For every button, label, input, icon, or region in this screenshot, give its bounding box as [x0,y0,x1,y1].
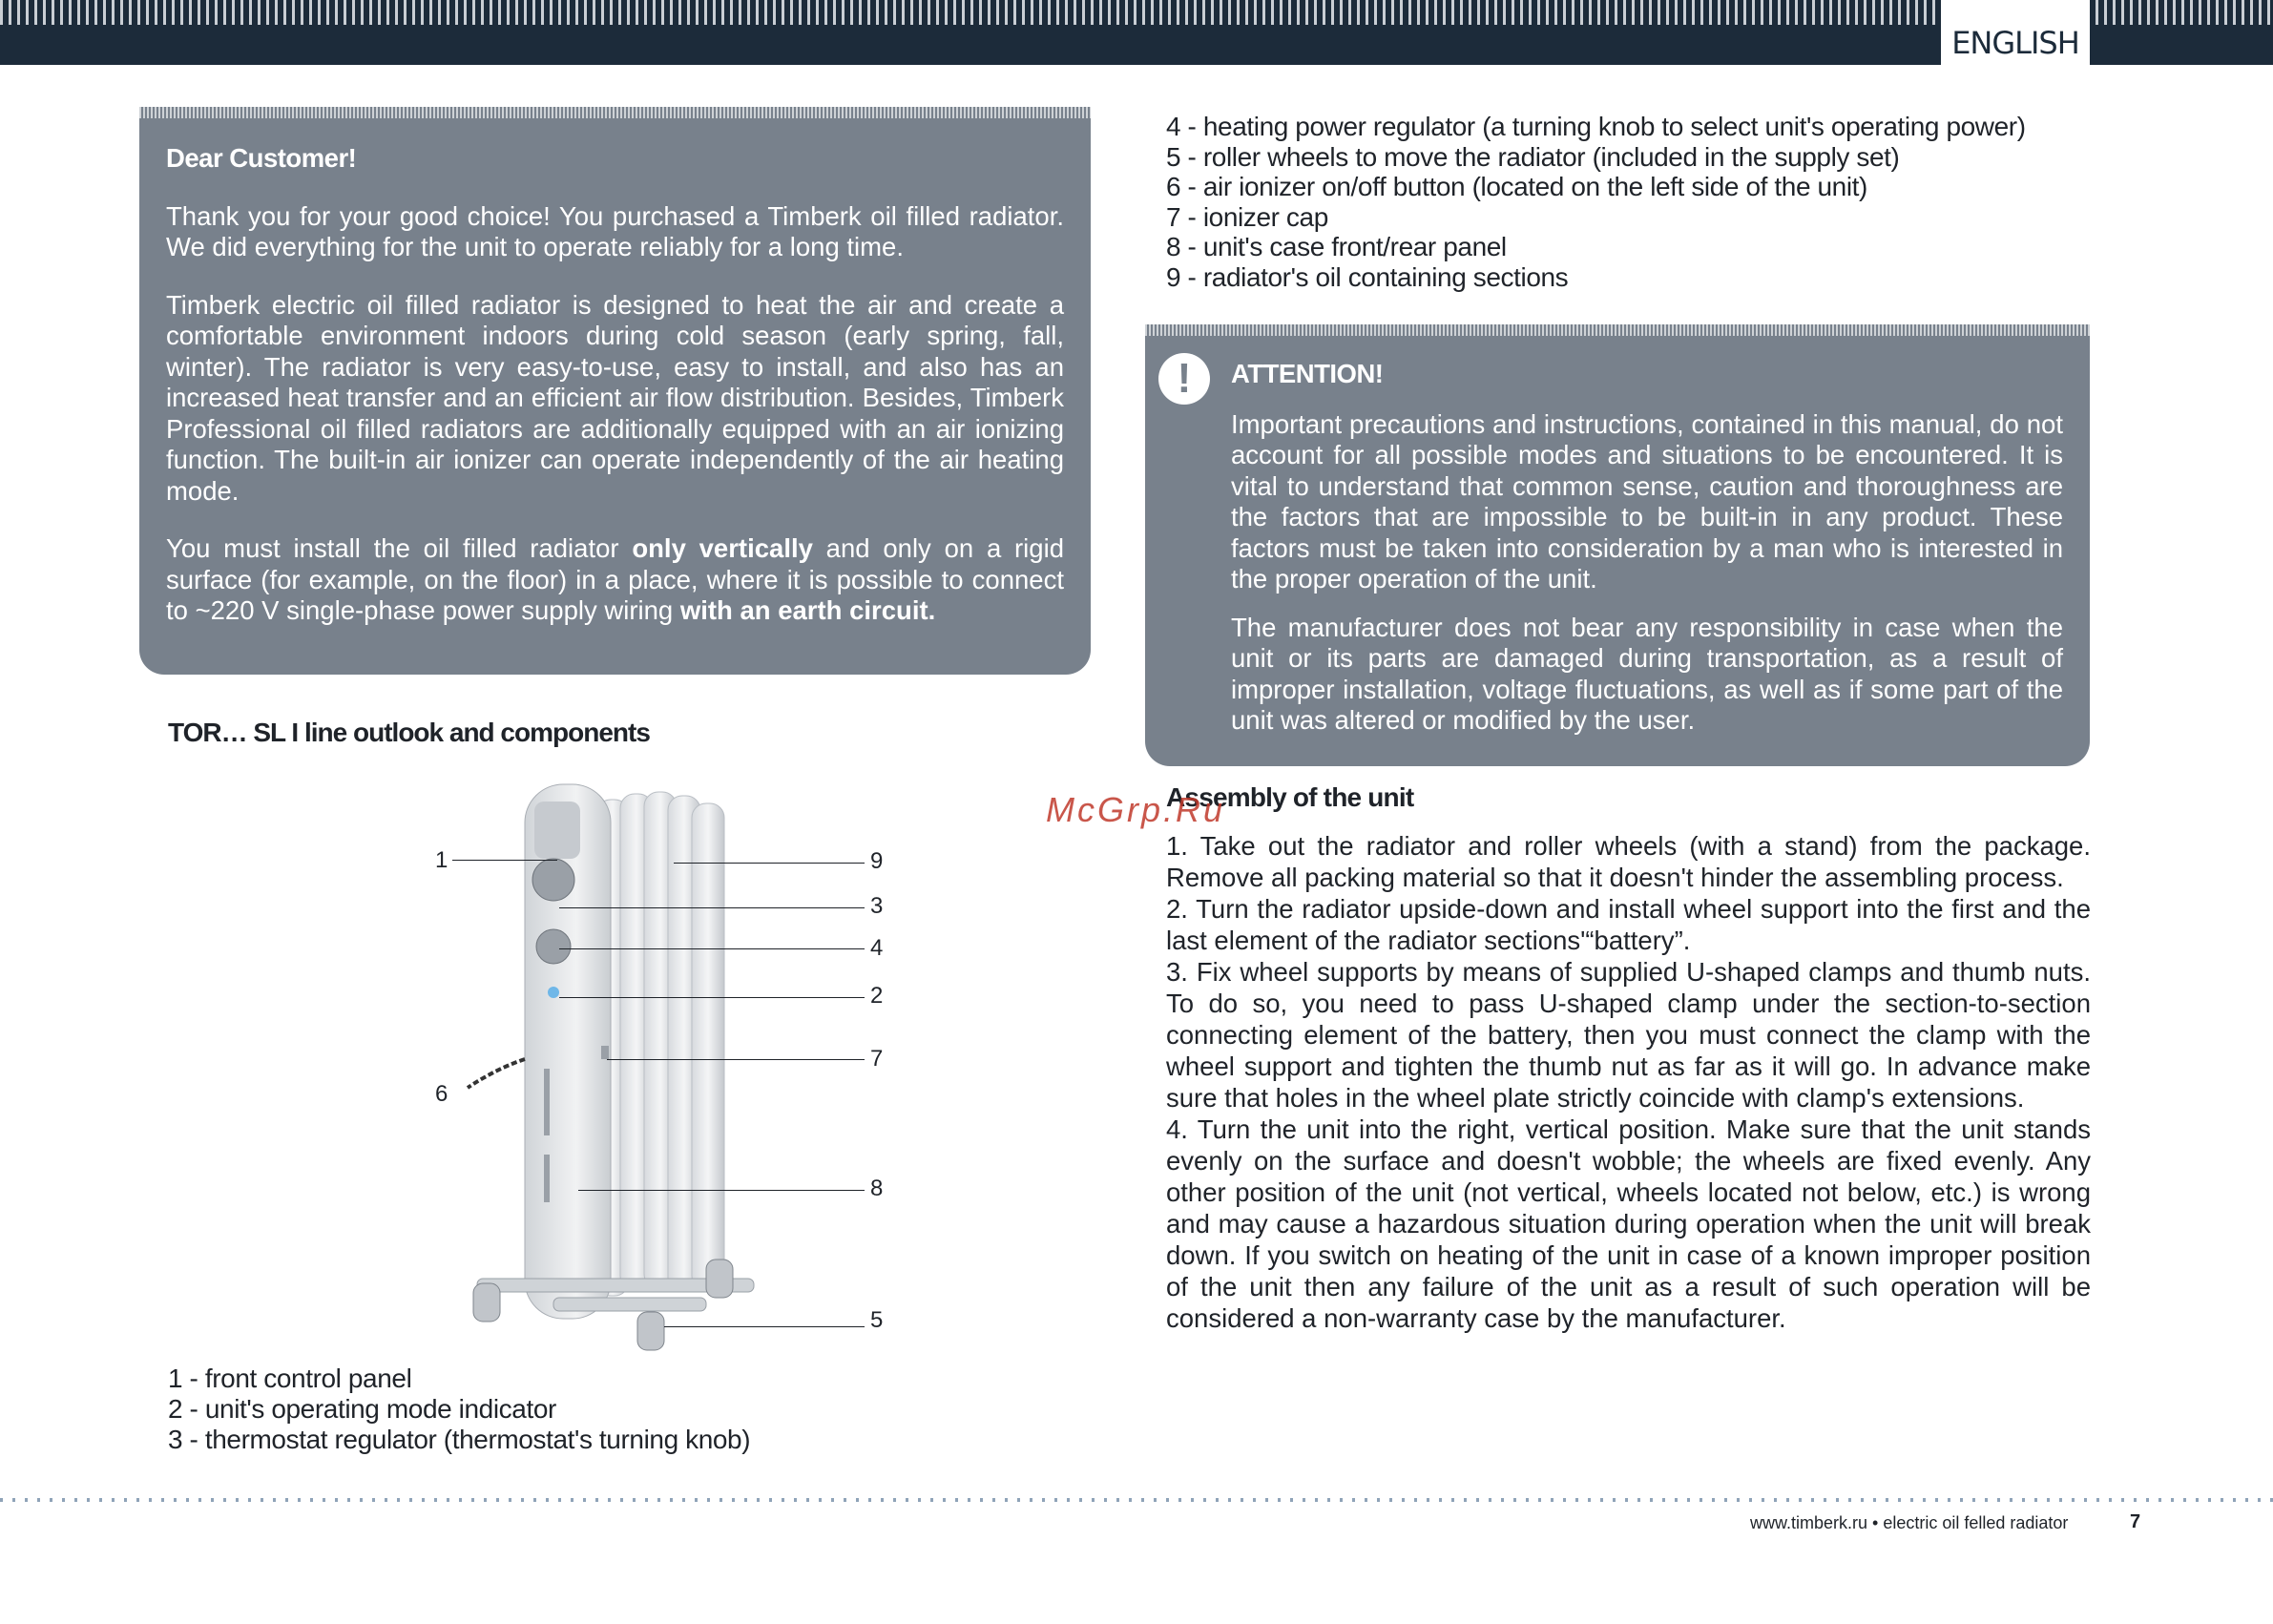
intro-p3-bold-earth: with an earth circuit. [679,595,936,625]
assembly-step: 4. Turn the unit into the right, vertical position. Make sure that the unit stands evenly on the surface and doesn't wobble; the wheels are fixed evenly. Any other position of the unit (not vertical, wheels located not below, etc.) is wrong and may cause a hazardous situation during operation when the unit will break down. If you switch on heating of the unit in case of a known improper position of the unit then any failure of the unit as a result of such operation will be considered a non-warranty case by the manufacturer. [1166,1114,2091,1333]
intro-p3-bold-vertical: only vertically [632,533,813,563]
panel-hatch [139,107,1091,118]
header-stripes [0,0,2273,25]
attention-panel [1145,324,2090,766]
intro-p3-text-a: You must install the oil filled radiator [166,533,633,563]
component-item: 1 - front control panel [168,1364,412,1393]
exclamation-icon: ! [1158,353,1210,405]
header-bar [0,0,2273,65]
assembly-steps [1166,830,2091,1334]
component-item: 5 - roller wheels to move the radiator (included in the supply set) [1166,141,1900,172]
callout-line-8 [578,1190,865,1191]
callout-9: 9 [870,848,884,874]
callout-7: 7 [870,1046,884,1072]
assembly-step: 3. Fix wheel supports by means of supplied U-shaped clamps and thumb nuts. To do so, you need to pass U-shaped clamp under the section-to-section connecting element of the battery, then you must connect the clamp with the wheel support and tighten the thumb nut as far as it will go. In advance make sure that holes in the wheel plate strictly coincide with clamp's extensions. [1166,957,2091,1113]
footer-divider [0,1498,2273,1502]
radiator-figure [410,763,907,1355]
callout-line-3 [559,907,865,908]
callout-1: 1 [435,847,448,873]
attention-title: ATTENTION! [1231,359,1384,388]
intro-paragraph-3 [166,533,1064,627]
component-item: 6 - air ionizer on/off button (located on the left side of the unit) [1166,172,1867,201]
component-item: 4 - heating power regulator (a turning knob to select unit's operating power) [1166,112,2026,141]
callout-6: 6 [435,1081,448,1107]
callout-2: 2 [870,983,884,1009]
component-item: 7 - ionizer cap [1166,201,1328,232]
greeting: Dear Customer! [166,143,357,173]
callout-line-1 [452,860,557,861]
attention-paragraph-2: The manufacturer does not bear any responsibility in case when the unit or its parts are damaged during transportation, as a result of improper installation, voltage fluctuations, as well as if some part of the unit was altered or modified by the user. [1231,612,2063,735]
callout-line-9 [674,863,865,864]
footer-text: www.timberk.ru • electric oil felled radiator [1750,1513,2069,1532]
components-list-left [168,1364,750,1455]
section-title: TOR… SL I line outlook and components [168,718,650,747]
assembly-title: Assembly of the unit [1166,782,1414,812]
component-item: 8 - unit's case front/rear panel [1166,232,1507,261]
component-item: 9 - radiator's oil containing sections [1166,261,1569,292]
assembly-step: 2. Turn the radiator upside-down and install wheel support into the first and the last element of the radiator sections'“battery”. [1166,894,2091,955]
watermark: McGrp.Ru [1046,790,1226,829]
callout-5: 5 [870,1307,884,1333]
attention-paragraph-1: Important precautions and instructions, contained in this manual, do not account for all possible modes and situations to be encountered. It is vital to understand that common sense, caution and thoroughness are the factors that are impossible to be built-in in any product. These factors must be taken into consideration by a man who is interested in the proper operation of the unit. [1231,408,2063,593]
callout-line-7 [607,1059,865,1060]
intro-paragraph-1: Thank you for your good choice! You purchased a Timberk oil filled radiator. We did everything for the unit to operate reliably for a long time. [166,200,1064,261]
component-item: 2 - unit's operating mode indicator [168,1394,556,1424]
components-list-right [1166,112,2082,292]
callout-line-2 [559,997,865,998]
language-tab: ENGLISH [1941,0,2090,65]
component-item: 3 - thermostat regulator (thermostat's turning knob) [168,1425,751,1454]
assembly-step: 1. Take out the radiator and roller wheels (with a stand) from the package. Remove all packing material so that it doesn't hinder the assembling process. [1166,831,2091,892]
callout-4: 4 [870,935,884,961]
page-number: 7 [2130,1511,2141,1532]
callout-8: 8 [870,1176,884,1201]
intro-p3-text-c: and only on a rigid surface (for example, on the floor) in a place, where it is possible to connect to ~220 V single-phase power supply wiring [166,533,1064,625]
intro-paragraph-2: Timberk electric oil filled radiator is designed to heat the air and create a comfortable environment indoors during cold season (early spring, fall, winter). The radiator is very easy-to-use, easy to install, and also has an increased heat transfer and an efficient air flow distribution. Besides, Timberk Professional oil filled radiators are additionally equipped with an air ionizing function. The built-in air ionizer can operate independently of the air heating mode. [166,289,1064,506]
panel-hatch [1145,324,2090,336]
callout-3: 3 [870,893,884,919]
intro-panel [139,107,1091,675]
callout-line-5 [664,1326,865,1327]
callout-line-4 [559,948,865,949]
